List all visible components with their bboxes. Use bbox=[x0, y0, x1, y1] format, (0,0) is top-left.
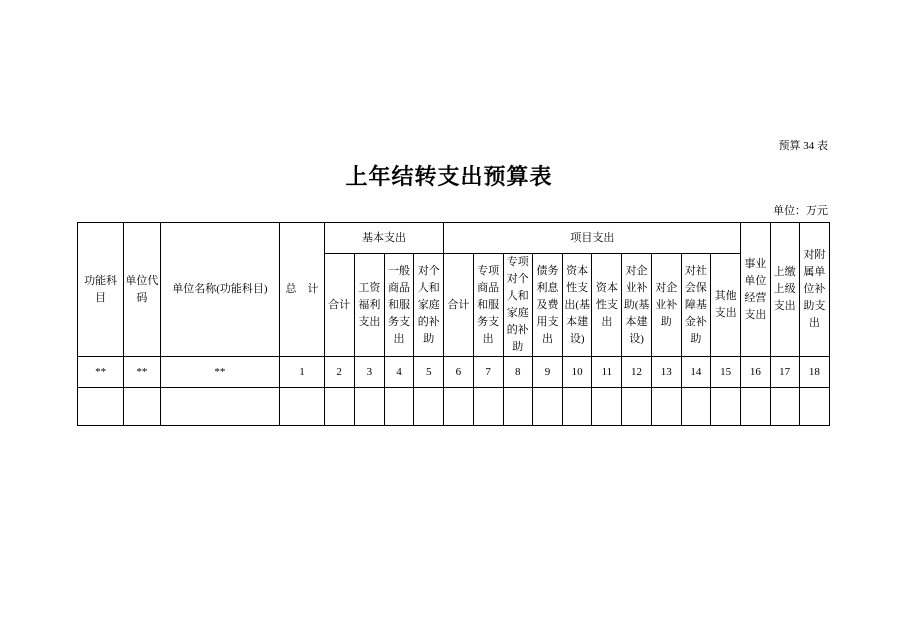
data-cell bbox=[532, 388, 562, 426]
data-cell bbox=[681, 388, 710, 426]
data-cell bbox=[324, 388, 354, 426]
index-cell: 8 bbox=[503, 357, 532, 388]
index-cell: 9 bbox=[532, 357, 562, 388]
data-cell bbox=[503, 388, 532, 426]
header-project-household-subsidy: 专项 对个 人和 家庭 的补 助 bbox=[503, 254, 532, 357]
data-cell bbox=[799, 388, 829, 426]
index-cell: 15 bbox=[711, 357, 741, 388]
data-cell bbox=[473, 388, 503, 426]
header-basic-household-subsidy: 对个 人和 家庭 的补 助 bbox=[414, 254, 444, 357]
header-project-subtotal: 合计 bbox=[444, 254, 473, 357]
header-project-social-security-subsidy: 对社 会保 障基 金补 助 bbox=[681, 254, 710, 357]
index-cell: 18 bbox=[799, 357, 829, 388]
data-cell bbox=[563, 388, 592, 426]
header-basic-goods-services: 一般 商品 和服 务支 出 bbox=[384, 254, 413, 357]
header-project-expenditure: 项目支出 bbox=[444, 223, 741, 254]
data-cell bbox=[592, 388, 622, 426]
budget-table bbox=[77, 222, 830, 426]
header-project-capital-construction: 资本 性支 出(基 本建 设) bbox=[563, 254, 592, 357]
header-unit-code: 单位代 码 bbox=[124, 223, 160, 357]
index-cell: 12 bbox=[622, 357, 651, 388]
data-cell bbox=[384, 388, 413, 426]
page-title: 上年结转支出预算表 bbox=[345, 164, 553, 189]
data-cell bbox=[160, 388, 280, 426]
data-cell bbox=[414, 388, 444, 426]
header-business-unit-operating: 事业 单位 经营 支出 bbox=[741, 223, 770, 357]
data-cell bbox=[444, 388, 473, 426]
index-cell: 17 bbox=[770, 357, 799, 388]
index-cell: 2 bbox=[324, 357, 354, 388]
header-unit-name: 单位名称(功能科目) bbox=[160, 223, 280, 357]
index-cell: ** bbox=[124, 357, 160, 388]
header-basic-expenditure: 基本支出 bbox=[324, 223, 444, 254]
header-total: 总 计 bbox=[280, 223, 324, 357]
form-number: 预算 34 表 bbox=[778, 140, 828, 152]
data-cell bbox=[354, 388, 384, 426]
header-project-enterprise-subsidy: 对企 业补 助 bbox=[651, 254, 681, 357]
data-cell bbox=[124, 388, 160, 426]
index-cell: 5 bbox=[414, 357, 444, 388]
header-project-enterprise-subsidy-construction: 对企 业补 助(基 本建 设) bbox=[622, 254, 651, 357]
header-basic-wages: 工资 福利 支出 bbox=[354, 254, 384, 357]
header-remit-upper-level: 上缴 上级 支出 bbox=[770, 223, 799, 357]
header-project-goods-services: 专项 商品 和服 务支 出 bbox=[473, 254, 503, 357]
index-cell: 13 bbox=[651, 357, 681, 388]
data-cell bbox=[770, 388, 799, 426]
header-row-groups bbox=[78, 223, 830, 254]
index-cell: 11 bbox=[592, 357, 622, 388]
header-project-debt-interest: 债务 利息 及费 用支 出 bbox=[532, 254, 562, 357]
data-cell bbox=[280, 388, 324, 426]
header-project-other: 其他 支出 bbox=[711, 254, 741, 357]
index-cell: 14 bbox=[681, 357, 710, 388]
index-cell: 7 bbox=[473, 357, 503, 388]
index-cell: 10 bbox=[563, 357, 592, 388]
header-project-capital: 资本 性支 出 bbox=[592, 254, 622, 357]
data-cell bbox=[711, 388, 741, 426]
data-cell bbox=[622, 388, 651, 426]
header-subsidiary-subsidy: 对附 属单 位补 助支 出 bbox=[799, 223, 829, 357]
table-row bbox=[78, 388, 830, 426]
index-row bbox=[78, 357, 830, 388]
header-basic-subtotal: 合计 bbox=[324, 254, 354, 357]
data-cell bbox=[741, 388, 770, 426]
index-cell: 1 bbox=[280, 357, 324, 388]
index-cell: 6 bbox=[444, 357, 473, 388]
index-cell: 3 bbox=[354, 357, 384, 388]
data-cell bbox=[78, 388, 124, 426]
unit-label: 单位：万元 bbox=[773, 205, 828, 217]
index-cell: 16 bbox=[741, 357, 770, 388]
index-cell: ** bbox=[160, 357, 280, 388]
index-cell: ** bbox=[78, 357, 124, 388]
header-func-subject: 功能科目 bbox=[78, 223, 124, 357]
index-cell: 4 bbox=[384, 357, 413, 388]
data-cell bbox=[651, 388, 681, 426]
